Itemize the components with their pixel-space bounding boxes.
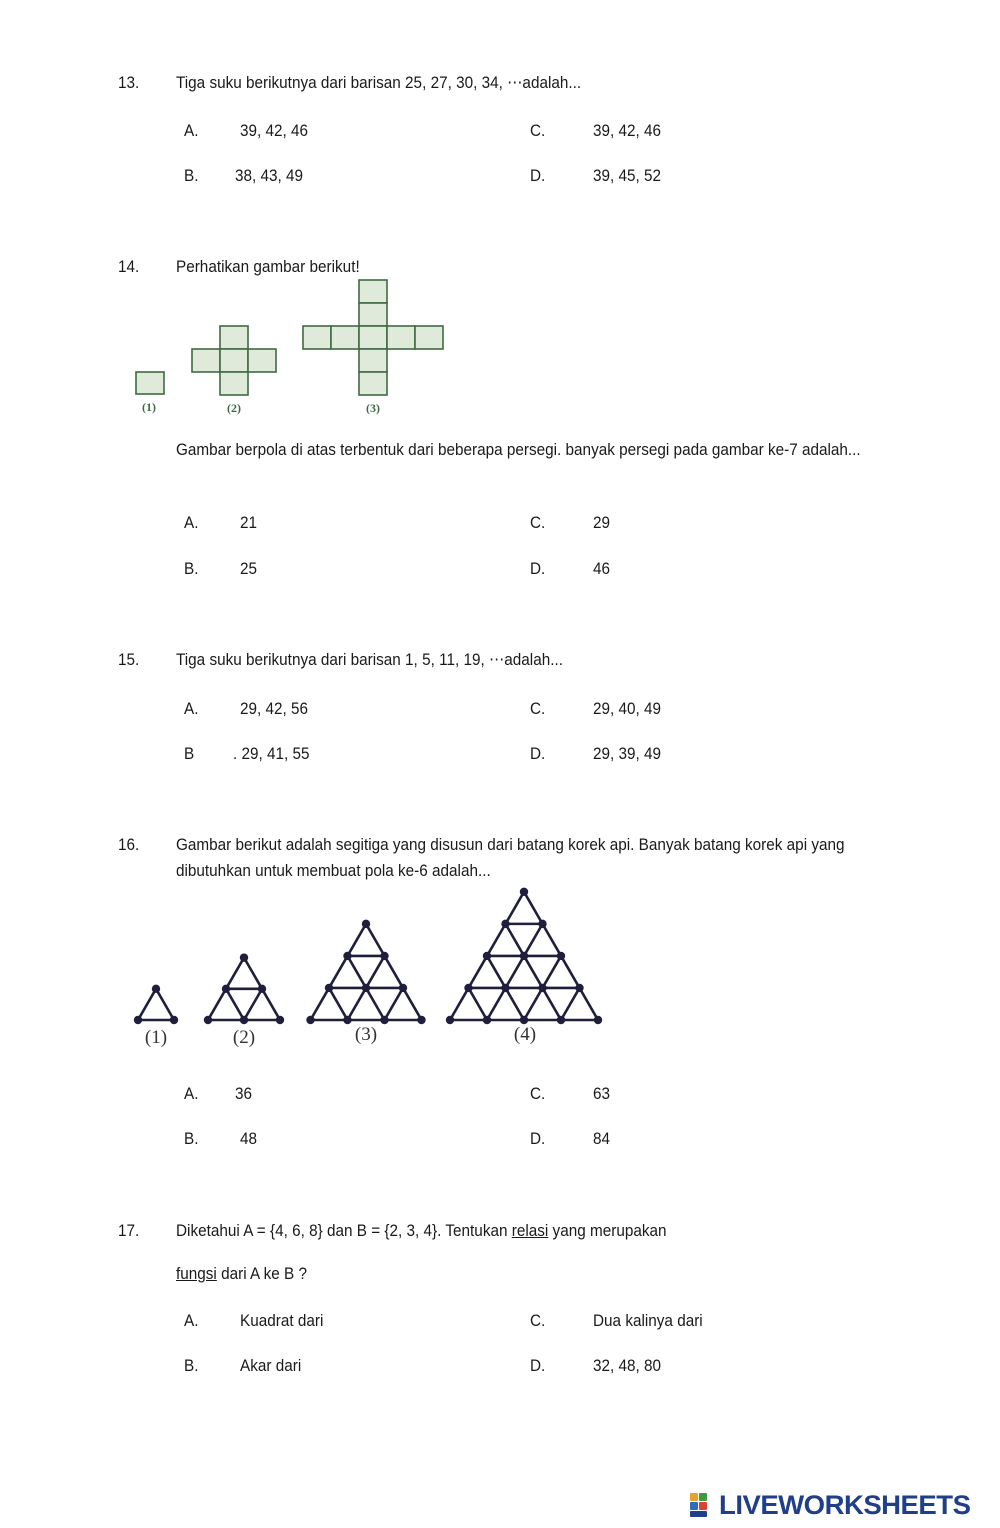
matchstick-head-2	[240, 1016, 248, 1024]
q17-text-b: yang merupakan	[548, 1221, 667, 1240]
pattern1-square	[136, 372, 164, 394]
matchstick-3	[348, 924, 367, 956]
matchstick-3	[348, 956, 367, 988]
matchstick-head-4	[538, 984, 546, 992]
matchstick-3	[366, 956, 385, 988]
matchstick-head-3	[362, 984, 370, 992]
matchstick-head-4	[557, 1016, 565, 1024]
q13-text: Tiga suku berikutnya dari barisan 25, 27, 30, 34, ⋯adalah...	[176, 73, 582, 92]
matchstick-4	[506, 988, 525, 1020]
q15-option-b-value[interactable]: . 29, 41, 55	[233, 744, 310, 763]
matchstick-head-3	[343, 1016, 351, 1024]
matchstick-head-4	[557, 952, 565, 960]
q14-option-b-value[interactable]: 25	[240, 559, 258, 578]
q17-option-c-letter: C.	[530, 1311, 546, 1330]
q13-option-b-value[interactable]: 38, 43, 49	[235, 166, 304, 185]
matchstick-4	[543, 924, 562, 956]
triangle2-label: (2)	[232, 1027, 256, 1048]
q17-text	[176, 1218, 667, 1244]
matchstick-3	[311, 988, 330, 1020]
matchstick-head-3	[343, 952, 351, 960]
q17-relasi: relasi	[511, 1221, 549, 1240]
q17-option-b-letter: B.	[184, 1356, 199, 1375]
pattern3-square	[303, 326, 331, 349]
matchstick-4	[506, 892, 525, 924]
q14-option-a-value[interactable]: 21	[240, 513, 258, 532]
q16-option-d-value[interactable]: 84	[593, 1129, 611, 1148]
q17-option-b-value[interactable]: Akar dari	[240, 1356, 302, 1375]
q17-text-a: Diketahui A = {4, 6, 8} dan B = {2, 3, 4}. Tentukan	[176, 1221, 512, 1240]
q16-text: Gambar berikut adalah segitiga yang disusun dari batang korek api. Banyak batang korek api yang dibutuhkan untuk membuat pola ke-6 adalah...	[176, 835, 845, 880]
liveworksheets-logo-text: LIVEWORKSHEETS	[719, 1489, 971, 1520]
q16-option-a-letter: A.	[184, 1084, 199, 1103]
matchstick-head-4	[520, 952, 528, 960]
matchstick-head-1	[152, 985, 160, 993]
q17-text2-rest: dari A ke B ?	[216, 1264, 308, 1283]
matchstick-3	[348, 988, 367, 1020]
matchstick-4	[524, 988, 543, 1020]
matchstick-head-4	[501, 984, 509, 992]
q14-option-c-value[interactable]: 29	[593, 513, 611, 532]
q14-number: 14.	[118, 257, 140, 276]
matchstick-4	[469, 988, 488, 1020]
q16-option-c-letter: C.	[530, 1084, 546, 1103]
matchstick-head-1	[134, 1016, 142, 1024]
matchstick-2	[226, 989, 244, 1020]
pattern3-square	[387, 326, 415, 349]
pattern1-label: (1)	[142, 400, 156, 414]
matchstick-4	[487, 956, 506, 988]
q13-number: 13.	[118, 73, 140, 92]
matchstick-4	[487, 924, 506, 956]
q17-fungsi: fungsi	[176, 1264, 217, 1283]
q13-option-a-value[interactable]: 39, 42, 46	[240, 121, 309, 140]
matchstick-head-2	[240, 953, 248, 961]
q15-option-b-letter: B	[184, 744, 195, 763]
matchstick-head-2	[222, 985, 230, 993]
q16-option-b-value[interactable]: 48	[240, 1129, 258, 1148]
q13-option-d-letter: D.	[530, 166, 546, 185]
pattern3-square	[359, 349, 387, 372]
pattern2-square	[192, 349, 220, 372]
matchstick-head-2	[276, 1016, 284, 1024]
q17-number: 17.	[118, 1221, 140, 1240]
matchstick-4	[561, 956, 580, 988]
q14-option-d-value[interactable]: 46	[593, 559, 611, 578]
matchstick-head-2	[204, 1016, 212, 1024]
matchstick-head-3	[306, 1016, 314, 1024]
matchstick-4	[543, 988, 562, 1020]
matchstick-4	[543, 956, 562, 988]
q16-option-c-value[interactable]: 63	[593, 1084, 611, 1103]
triangle3-label: (3)	[354, 1024, 378, 1045]
matchstick-1	[138, 989, 156, 1020]
pattern3-square	[415, 326, 443, 349]
matchstick-head-3	[399, 984, 407, 992]
q17-text2	[176, 1261, 307, 1287]
matchstick-2	[262, 989, 280, 1020]
pattern2-square	[220, 326, 248, 349]
matchstick-4	[524, 924, 543, 956]
q14-option-d-letter: D.	[530, 559, 546, 578]
triangle1-label: (1)	[144, 1027, 168, 1048]
matchstick-head-3	[417, 1016, 425, 1024]
q13-option-d-value[interactable]: 39, 45, 52	[593, 166, 662, 185]
matchstick-3	[329, 988, 348, 1020]
matchstick-4	[506, 924, 525, 956]
matchstick-4	[487, 988, 506, 1020]
triangle4-label: (4)	[513, 1024, 537, 1045]
q15-option-c-letter: C.	[530, 699, 546, 718]
matchstick-4	[561, 988, 580, 1020]
matchstick-head-4	[464, 984, 472, 992]
matchstick-head-4	[538, 920, 546, 928]
matchstick-3	[385, 988, 404, 1020]
q13-option-a-letter: A.	[184, 121, 199, 140]
pattern2-label: (2)	[227, 401, 241, 415]
matchstick-3	[329, 956, 348, 988]
q17-option-a-value[interactable]: Kuadrat dari	[240, 1311, 324, 1330]
q14-option-c-letter: C.	[530, 513, 546, 532]
matchstick-1	[156, 989, 174, 1020]
matchstick-head-4	[483, 952, 491, 960]
matchstick-head-4	[575, 984, 583, 992]
q16-option-b-letter: B.	[184, 1129, 199, 1148]
matchstick-head-4	[520, 888, 528, 896]
matchstick-4	[580, 988, 599, 1020]
matchstick-head-2	[258, 985, 266, 993]
q17-option-a-letter: A.	[184, 1311, 199, 1330]
q15-number: 15.	[118, 650, 140, 669]
q17-option-d-letter: D.	[530, 1356, 546, 1375]
q15-option-d-letter: D.	[530, 744, 546, 763]
square-pattern-figure	[120, 276, 460, 421]
matchstick-4	[469, 956, 488, 988]
matchstick-2	[208, 989, 226, 1020]
q16-option-a-value[interactable]: 36	[235, 1084, 253, 1103]
pattern2-square	[220, 372, 248, 395]
q16-number: 16.	[118, 835, 140, 854]
q14-text: Perhatikan gambar berikut!	[176, 257, 360, 276]
matchstick-head-4	[501, 920, 509, 928]
q17-option-d-value[interactable]: 32, 48, 80	[593, 1356, 662, 1375]
matchstick-4	[524, 956, 543, 988]
q17-option-c-value[interactable]: Dua kalinya dari	[593, 1311, 703, 1330]
q15-option-c-value[interactable]: 29, 40, 49	[593, 699, 662, 718]
matchstick-3	[403, 988, 422, 1020]
pattern3-square	[359, 303, 387, 326]
pattern3-square	[359, 280, 387, 303]
matchstick-4	[506, 956, 525, 988]
q15-text: Tiga suku berikutnya dari barisan 1, 5, 11, 19, ⋯adalah...	[176, 650, 563, 669]
matchstick-4	[450, 988, 469, 1020]
matchstick-head-1	[170, 1016, 178, 1024]
liveworksheets-logo-icon	[690, 1492, 716, 1518]
matchstick-head-3	[325, 984, 333, 992]
matchstick-head-3	[380, 952, 388, 960]
matchstick-3	[366, 988, 385, 1020]
matchstick-head-4	[483, 1016, 491, 1024]
matchstick-head-4	[594, 1016, 602, 1024]
matchstick-2	[244, 989, 262, 1020]
matchstick-3	[385, 956, 404, 988]
matchstick-2	[226, 958, 244, 989]
matchstick-4	[524, 892, 543, 924]
pattern2-square	[248, 349, 276, 372]
matchstick-head-4	[520, 1016, 528, 1024]
liveworksheets-logo	[690, 1487, 971, 1523]
matchstick-3	[366, 924, 385, 956]
pattern3-label: (3)	[366, 401, 380, 415]
q13-option-c-value[interactable]: 39, 42, 46	[593, 121, 662, 140]
q13-option-c-letter: C.	[530, 121, 546, 140]
q16-option-d-letter: D.	[530, 1129, 546, 1148]
matchstick-head-3	[380, 1016, 388, 1024]
q14-text2: Gambar berpola di atas terbentuk dari beberapa persegi. banyak persegi pada gambar ke-7 adalah...	[176, 440, 861, 459]
matchstick-2	[244, 958, 262, 989]
q13-option-b-letter: B.	[184, 166, 199, 185]
matchstick-triangle-figure	[0, 900, 620, 1055]
q15-option-a-value[interactable]: 29, 42, 56	[240, 699, 309, 718]
q14-option-b-letter: B.	[184, 559, 199, 578]
pattern3-square	[359, 326, 387, 349]
pattern3-square	[359, 372, 387, 395]
q15-option-d-value[interactable]: 29, 39, 49	[593, 744, 662, 763]
matchstick-head-3	[362, 920, 370, 928]
pattern3-square	[331, 326, 359, 349]
pattern2-square	[220, 349, 248, 372]
q14-option-a-letter: A.	[184, 513, 199, 532]
matchstick-head-4	[446, 1016, 454, 1024]
q15-option-a-letter: A.	[184, 699, 199, 718]
